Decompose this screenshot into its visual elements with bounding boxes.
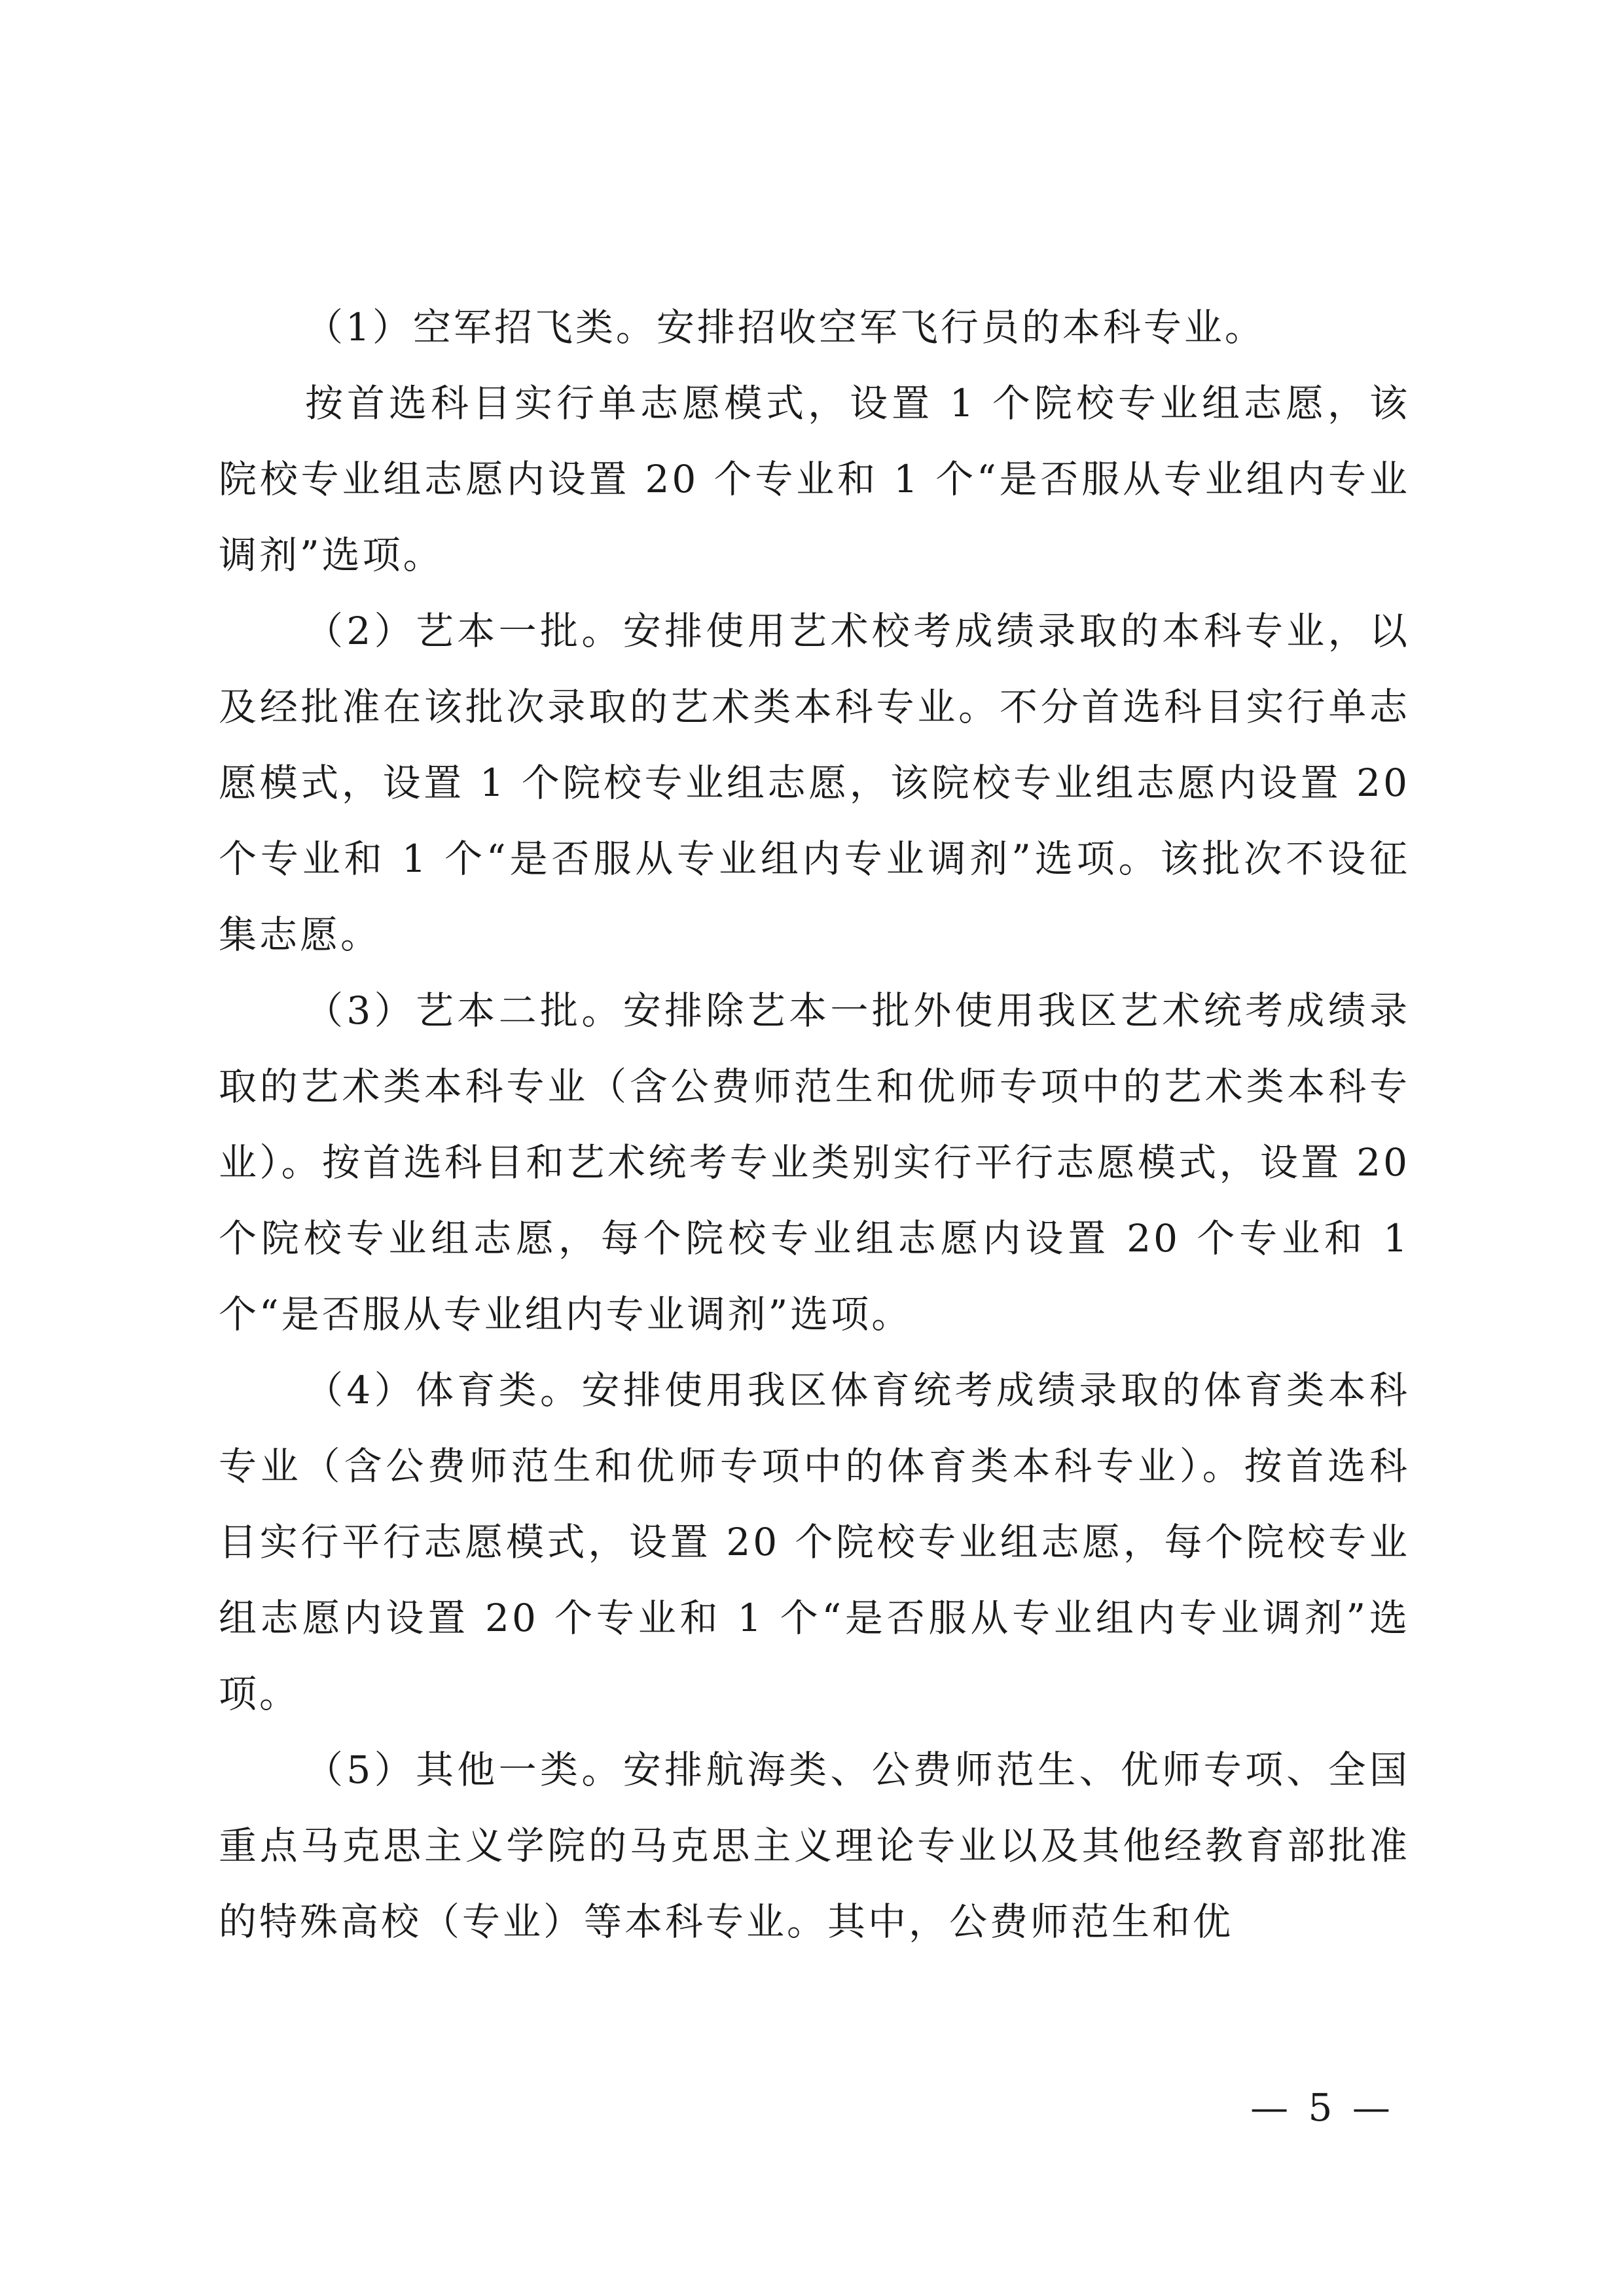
paragraph-air-force-rules: 按首选科目实行单志愿模式，设置 1 个院校专业组志愿，该院校专业组志愿内设置 20 个专业和 1 个“是否服从专业组内专业调剂”选项。 — [219, 381, 1410, 577]
paragraph-art-batch-two: （3）艺本二批。安排除艺本一批外使用我区艺术统考成绩录取的艺术类本科专业（含公费师范生和优师专项中的艺术类本科专业）。按首选科目和艺术统考专业类别实行平行志愿模式，设置 20 个院校专业组志愿，每个院校专业组志愿内设置 20 个专业和 1 个“是否服从专业组内专业调剂”选项。 — [219, 988, 1410, 1336]
paragraph-air-force-pilot: （1）空军招飞类。安排招收空军飞行员的本科专业。 — [305, 305, 1265, 350]
paragraph-art-batch-one: （2）艺本一批。安排使用艺术校考成绩录取的本科专业，以及经批准在该批次录取的艺术类本科专业。不分首选科目实行单志愿模式，设置 1 个院校专业组志愿，该院校专业组志愿内设置 20 个专业和 1 个“是否服从专业组内专业调剂”选项。该批次不设征集志愿。 — [219, 609, 1410, 957]
paragraph-other-category: （5）其他一类。安排航海类、公费师范生、优师专项、全国重点马克思主义学院的马克思主义理论专业以及其他经教育部批准的特殊高校（专业）等本科专业。其中，公费师范生和优 — [219, 1748, 1410, 1944]
paragraph-sports: （4）体育类。安排使用我区体育统考成绩录取的体育类本科专业（含公费师范生和优师专项中的体育类本科专业）。按首选科目实行平行志愿模式，设置 20 个院校专业组志愿，每个院校专业组志愿内设置 20 个专业和 1 个“是否服从专业组内专业调剂”选项。 — [219, 1368, 1410, 1716]
page-number: — 5 — — [1250, 2085, 1394, 2130]
body-text — [219, 289, 1410, 1960]
